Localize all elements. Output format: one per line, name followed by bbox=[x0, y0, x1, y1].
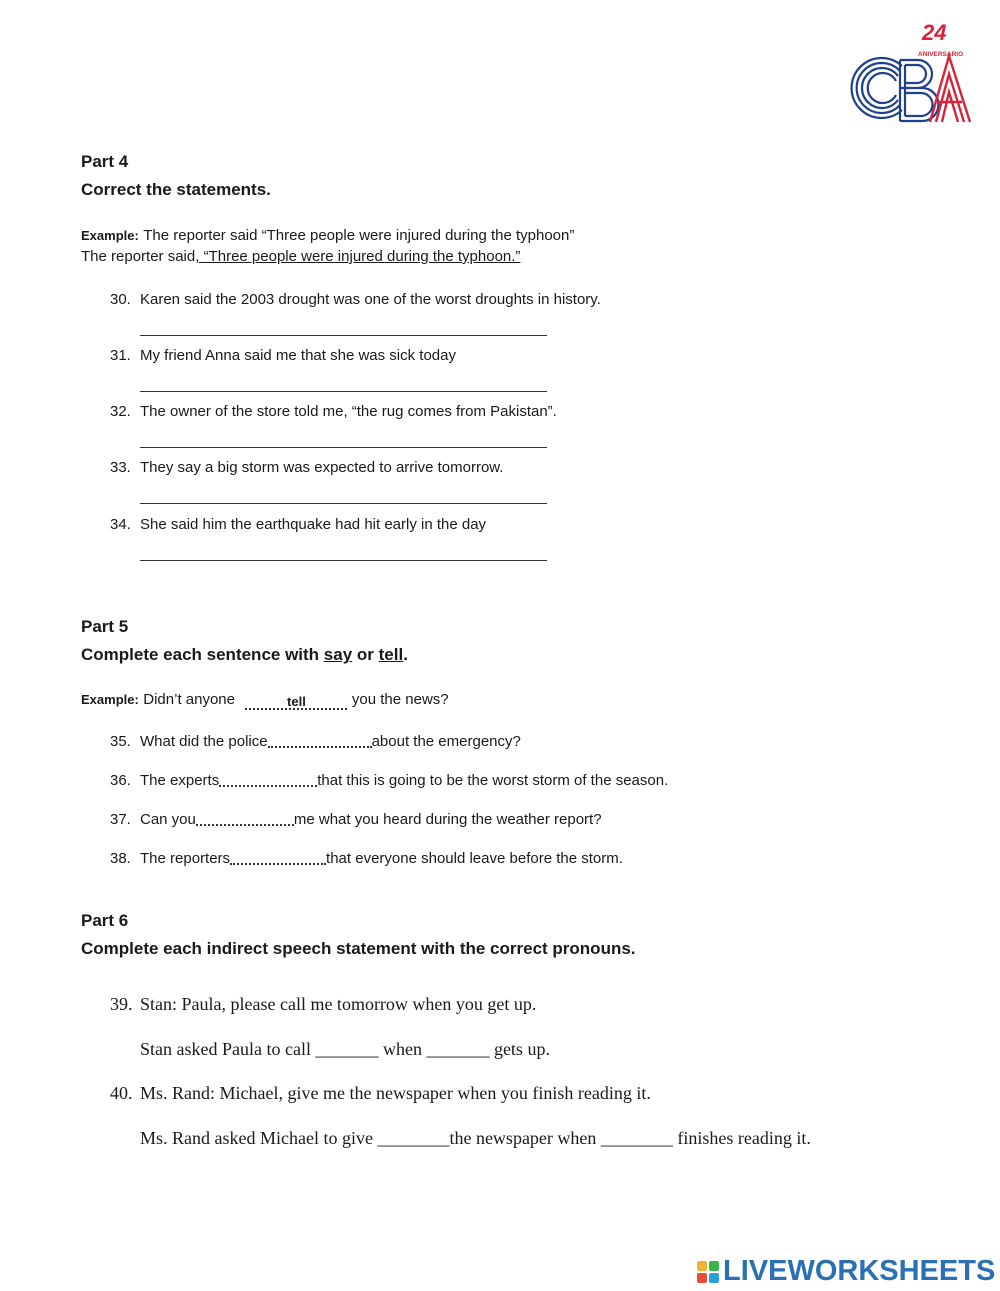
question-text: They say a big storm was expected to arrive tomorrow. bbox=[140, 459, 504, 476]
question-number: 36. bbox=[110, 772, 131, 789]
question-text: The owner of the store told me, “the rug comes from Pakistan”. bbox=[140, 403, 557, 420]
question-33 bbox=[110, 459, 503, 476]
lw-block bbox=[697, 1261, 707, 1271]
question-number: 30. bbox=[110, 291, 131, 308]
word-tell: tell bbox=[378, 645, 404, 664]
part6-title: Part 6 bbox=[81, 911, 129, 930]
liveworksheets-brand bbox=[697, 1255, 995, 1288]
example-answer: tell bbox=[245, 694, 347, 710]
example-label: Example: bbox=[81, 692, 139, 707]
question-number: 37. bbox=[110, 811, 131, 828]
question-number: 32. bbox=[110, 403, 131, 420]
question-36 bbox=[110, 769, 668, 789]
question-text: She said him the earthquake had hit early in the day bbox=[140, 516, 487, 533]
answer-line-34[interactable] bbox=[140, 560, 547, 561]
part5-title: Part 5 bbox=[81, 617, 129, 636]
blank-35[interactable] bbox=[268, 732, 372, 748]
question-text: Karen said the 2003 drought was one of the worst droughts in history. bbox=[140, 291, 601, 308]
question-39 bbox=[110, 994, 536, 1015]
part4-example-answer bbox=[81, 248, 520, 265]
blank-37[interactable] bbox=[196, 810, 294, 826]
question-after: about the emergency? bbox=[371, 733, 521, 750]
example-answer-prefix: The reporter said bbox=[81, 248, 196, 265]
lw-block bbox=[697, 1273, 707, 1283]
question-number: 34. bbox=[110, 516, 131, 533]
question-number: 31. bbox=[110, 347, 131, 364]
question-before: What did the police bbox=[140, 733, 268, 750]
example-text: The reporter said “Three people were injured during the typhoon” bbox=[143, 227, 575, 244]
question-before: Can you bbox=[140, 811, 196, 828]
question-text: My friend Anna said me that she was sick today bbox=[140, 347, 456, 364]
question-30 bbox=[110, 291, 601, 308]
instruction-end: . bbox=[403, 645, 408, 664]
liveworksheets-text: LIVEWORKSHEETS bbox=[723, 1255, 996, 1287]
question-prompt: Stan: Paula, please call me tomorrow when you get up. bbox=[140, 994, 537, 1014]
question-37 bbox=[110, 808, 602, 828]
question-before: The experts bbox=[140, 772, 220, 789]
word-or: or bbox=[352, 645, 379, 664]
answer-line-31[interactable] bbox=[140, 391, 547, 392]
lw-block bbox=[709, 1273, 719, 1283]
question-number: 39. bbox=[110, 994, 133, 1014]
question-38 bbox=[110, 847, 623, 867]
question-number: 40. bbox=[110, 1083, 133, 1103]
question-after: that everyone should leave before the storm. bbox=[326, 850, 623, 867]
cba-anniversary-logo bbox=[850, 14, 975, 126]
answer-40[interactable]: Ms. Rand asked Michael to give ________the newspaper when ________ finishes reading it. bbox=[140, 1128, 811, 1148]
part5-instruction bbox=[81, 645, 408, 665]
part6-instruction: Complete each indirect speech statement with the correct pronouns. bbox=[81, 939, 636, 958]
example-after: you the news? bbox=[351, 691, 449, 708]
answer-39[interactable]: Stan asked Paula to call _______ when _______ gets up. bbox=[140, 1039, 550, 1059]
example-before: Didn’t anyone bbox=[143, 691, 235, 708]
example-label: Example: bbox=[81, 228, 139, 243]
part4-example bbox=[81, 227, 574, 245]
logo-24: 24 bbox=[922, 20, 947, 45]
answer-line-30[interactable] bbox=[140, 335, 547, 336]
question-40 bbox=[110, 1083, 651, 1104]
question-32 bbox=[110, 403, 557, 420]
example-answer-underlined: , “Three people were injured during the typhoon.” bbox=[195, 248, 521, 265]
blank-38[interactable] bbox=[230, 849, 326, 865]
instruction-text: Complete each sentence with bbox=[81, 645, 324, 664]
question-number: 38. bbox=[110, 850, 131, 867]
logo-caption: ANIVERSARIO bbox=[918, 51, 964, 58]
liveworksheets-logo-icon bbox=[697, 1261, 719, 1283]
question-35 bbox=[110, 730, 521, 750]
answer-line-33[interactable] bbox=[140, 503, 547, 504]
part4-instruction: Correct the statements. bbox=[81, 180, 271, 199]
question-after: me what you heard during the weather report? bbox=[293, 811, 602, 828]
blank-36[interactable] bbox=[219, 771, 317, 787]
question-number: 35. bbox=[110, 733, 131, 750]
question-31 bbox=[110, 347, 456, 364]
lw-block bbox=[709, 1261, 719, 1271]
part5-example bbox=[81, 691, 449, 709]
question-34 bbox=[110, 516, 486, 533]
question-before: The reporters bbox=[140, 850, 231, 867]
word-say: say bbox=[323, 645, 353, 664]
question-prompt: Ms. Rand: Michael, give me the newspaper when you finish reading it. bbox=[140, 1083, 651, 1103]
part4-title: Part 4 bbox=[81, 152, 129, 171]
question-after: that this is going to be the worst storm of the season. bbox=[317, 772, 669, 789]
answer-line-32[interactable] bbox=[140, 447, 547, 448]
question-number: 33. bbox=[110, 459, 131, 476]
